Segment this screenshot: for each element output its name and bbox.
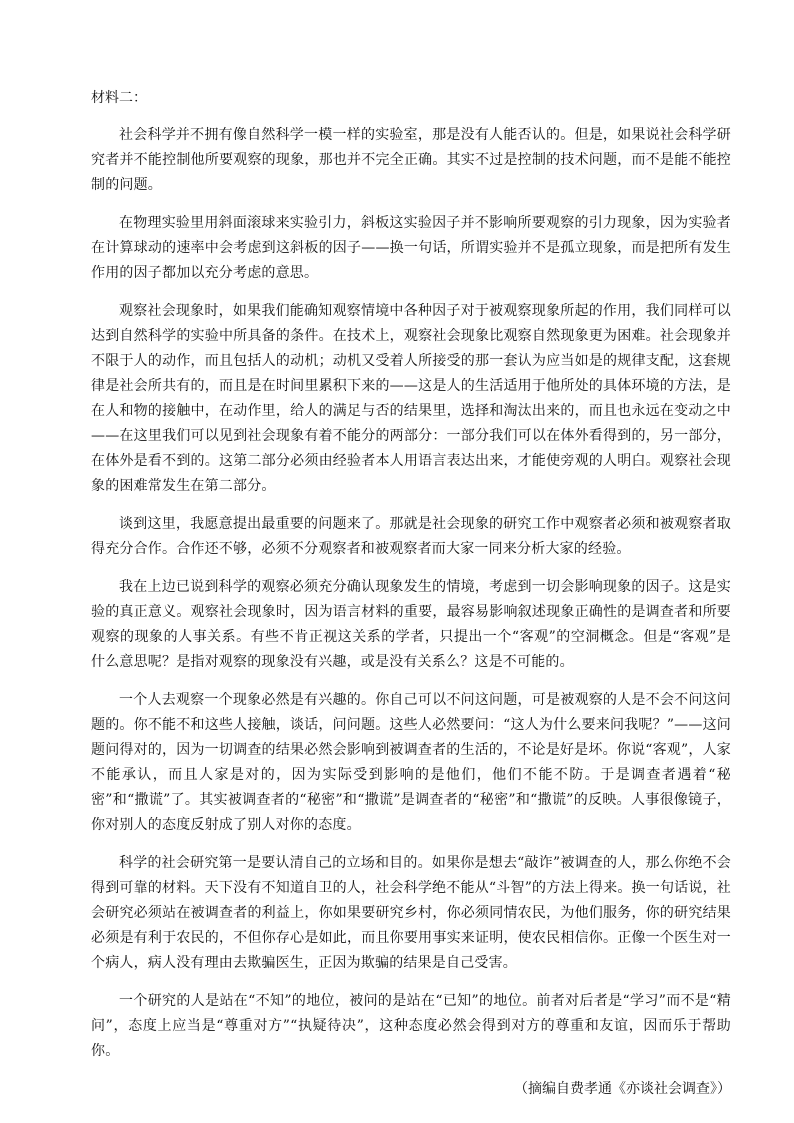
material-heading: 材料二： <box>91 90 147 106</box>
paragraph-2: 在物理实验里用斜面滚球来实验引力，斜板这实验因子并不影响所要观察的引力现象，因为实验者在计算球动的速率中会考虑到这斜板的因子——换一句话，所谓实验并不是孤立现象，而是把所有发生作用的因子都加以充分考虑的意思。 <box>91 215 731 281</box>
paragraph-5: 我在上边已说到科学的观察必须充分确认现象发生的情境，考虑到一切会影响现象的因子。这是实验的真正意义。观察社会现象时，因为语言材料的重要，最容易影响叙述现象正确性的是调查者和所要观察的现象的人事关系。有些不肯正视这关系的学者，只提出一个“客观”的空洞概念。但是“客观”是什么意思呢？是指对观察的现象没有兴趣，或是没有关系么？这是不可能的。 <box>91 579 731 670</box>
paragraph-7: 科学的社会研究第一是要认清自己的立场和目的。如果你是想去“敲诈”被调查的人，那么你绝不会得到可靠的材料。天下没有不知道自卫的人，社会科学绝不能从“斗智”的方法上得来。换一句话说，社会研究必须站在被调查者的利益上，你如果要研究乡村，你必须同情农民，为他们服务，你的研究结果必须是有利于农民的，不但你存心是如此，而且你要用事实来证明，使农民相信你。正像一个医生对一个病人，病人没有理由去欺骗医生，正因为欺骗的结果是自己受害。 <box>91 855 731 971</box>
paragraph-6: 一个人去观察一个现象必然是有兴趣的。你自己可以不问这问题，可是被观察的人是不会不问这问题的。你不能不和这些人接触，谈话，问问题。这些人必然要问：“这人为什么要来问我呢？”——这问题问得对的，因为一切调查的结果必然会影响到被调查者的生活的，不论是好是坏。你说“客观”，人家不能承认，而且人家是对的，因为实际受到影响的是他们，他们不能不防。于是调查者遇着“秘密”和“撒谎”了。其实被调查者的“秘密”和“撒谎”是调查者的“秘密”和“撒谎”的反映。人事很像镜子，你对别人的态度反射成了别人对你的态度。 <box>91 692 731 833</box>
paragraph-4: 谈到这里，我愿意提出最重要的问题来了。那就是社会现象的研究工作中观察者必须和被观察者取得充分合作。合作还不够，必须不分观察者和被观察者而大家一同来分析大家的经验。 <box>91 516 731 557</box>
paragraph-3: 观察社会现象时，如果我们能确知观察情境中各种因子对于被观察现象所起的作用，我们同样可以达到自然科学的实验中所具备的条件。在技术上，观察社会现象比观察自然现象更为困难。社会现象并不限于人的动作，而且包括人的动机；动机又受着人所接受的那一套认为应当如是的规律支配，这套规律是社会所共有的，而且是在时间里累积下来的——这是人的生活适用于他所处的具体环境的方法，是在人和物的接触中，在动作里，给人的满足与否的结果里，选择和淘汰出来的，而且也永远在变动之中——在这里我们可以见到社会现象有着不能分的两部分：一部分我们可以在体外看得到的，另一部分，在体外是看不到的。这第二部分必须由经验者本人用语言表达出来，才能使旁观的人明白。观察社会现象的困难常发生在第二部分。 <box>91 303 731 494</box>
source-citation: （摘编自费孝通《亦谈社会调查》） <box>514 1081 731 1097</box>
document-page <box>91 86 731 1102</box>
paragraph-1: 社会科学并不拥有像自然科学一模一样的实验室，那是没有人能否认的。但是，如果说社会科学研究者并不能控制他所要观察的现象，那也并不完全正确。其实不过是控制的技术问题，而不是能不能控制的问题。 <box>91 127 731 193</box>
paragraph-8: 一个研究的人是站在“不知”的地位，被问的是站在“已知”的地位。前者对后者是“学习”而不是“精问”，态度上应当是“尊重对方”“执疑待决”，这种态度必然会得到对方的尊重和友谊，因而乐于帮助你。 <box>91 993 731 1059</box>
